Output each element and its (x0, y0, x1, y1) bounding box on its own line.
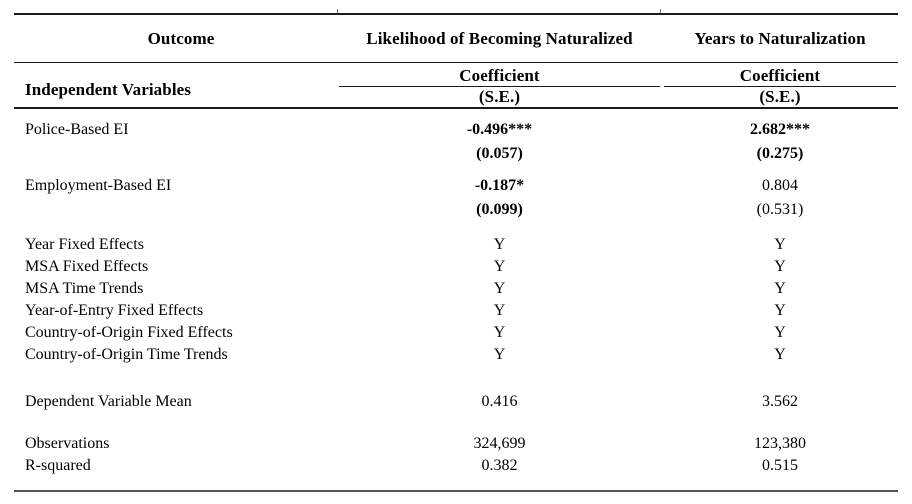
fixed-effects-section (14, 234, 898, 366)
outcome-header: Outcome (147, 28, 215, 48)
fe-value: Y (493, 280, 506, 297)
table-row-year-of-entry-fixed-effects (14, 300, 898, 322)
stat-value: 0.382 (481, 457, 518, 474)
row-label: MSA Fixed Effects (25, 258, 149, 275)
row-label: Country-of-Origin Time Trends (25, 346, 228, 363)
coefficient-header: Coefficient (339, 66, 660, 87)
table-row-country-of-origin-time-trends (14, 344, 898, 366)
fe-value: Y (774, 236, 786, 253)
table-body (14, 118, 898, 490)
table-row-msa-fixed-effects (14, 256, 898, 278)
table-row-r-squared (14, 455, 898, 477)
coefficient-header: Coefficient (664, 66, 896, 87)
row-label: Observations (25, 435, 110, 452)
coefficient-value: -0.187* (474, 177, 525, 194)
fe-value: Y (493, 346, 506, 363)
coefficient-value: 2.682*** (750, 121, 810, 138)
stat-value: 0.416 (481, 393, 518, 410)
regression-table (14, 13, 898, 492)
table-row-year-fixed-effects (14, 234, 898, 256)
column-boundary-tick (660, 9, 661, 13)
fe-value: Y (493, 236, 506, 253)
column-boundary-tick (337, 9, 338, 13)
coefficient-value: -0.496*** (466, 121, 533, 138)
fe-value: Y (774, 258, 786, 275)
se-value: (0.057) (476, 145, 523, 162)
table-header-row (14, 15, 898, 62)
se-value: (0.531) (756, 201, 804, 218)
table-row-dependent-variable-mean (14, 391, 898, 413)
fe-value: Y (774, 324, 786, 341)
row-label: Year Fixed Effects (25, 236, 144, 253)
fe-value: Y (493, 302, 506, 319)
stat-value: 324,699 (473, 435, 526, 452)
coefficient-se-header-col2 (662, 63, 898, 107)
column-header-likelihood-naturalized: Likelihood of Becoming Naturalized (366, 28, 633, 48)
table-row-police-based-ei (14, 118, 898, 166)
se-value: (0.099) (476, 201, 523, 218)
coefficient-value: 0.804 (762, 177, 798, 194)
table-row-employment-based-ei (14, 174, 898, 222)
stat-value: 0.515 (762, 457, 798, 474)
column-header-years-to-naturalization: Years to Naturalization (694, 28, 866, 48)
row-label: Country-of-Origin Fixed Effects (25, 324, 233, 341)
row-label: R-squared (25, 457, 91, 474)
se-header: (S.E.) (759, 87, 801, 106)
se-header: (S.E.) (478, 87, 521, 106)
independent-variables-header: Independent Variables (25, 80, 192, 99)
row-label: Year-of-Entry Fixed Effects (25, 302, 204, 319)
row-label: MSA Time Trends (25, 280, 144, 297)
fe-value: Y (774, 280, 786, 297)
row-label: Employment-Based EI (25, 177, 172, 194)
stat-value: 3.562 (762, 393, 798, 410)
fe-value: Y (493, 258, 506, 275)
row-label: Dependent Variable Mean (25, 393, 192, 410)
fe-value: Y (493, 324, 506, 341)
table-row-country-of-origin-fixed-effects (14, 322, 898, 344)
table-row-msa-time-trends (14, 278, 898, 300)
table-row-observations (14, 433, 898, 455)
table-subheader-row (14, 63, 898, 107)
subheader-bottom-rule (14, 107, 898, 109)
se-value: (0.275) (756, 145, 804, 162)
row-label: Police-Based EI (25, 121, 129, 138)
model-stats-section (14, 433, 898, 477)
coefficient-se-header-col1 (337, 63, 662, 107)
stat-value: 123,380 (754, 435, 806, 452)
fe-value: Y (774, 302, 786, 319)
fe-value: Y (774, 346, 786, 363)
